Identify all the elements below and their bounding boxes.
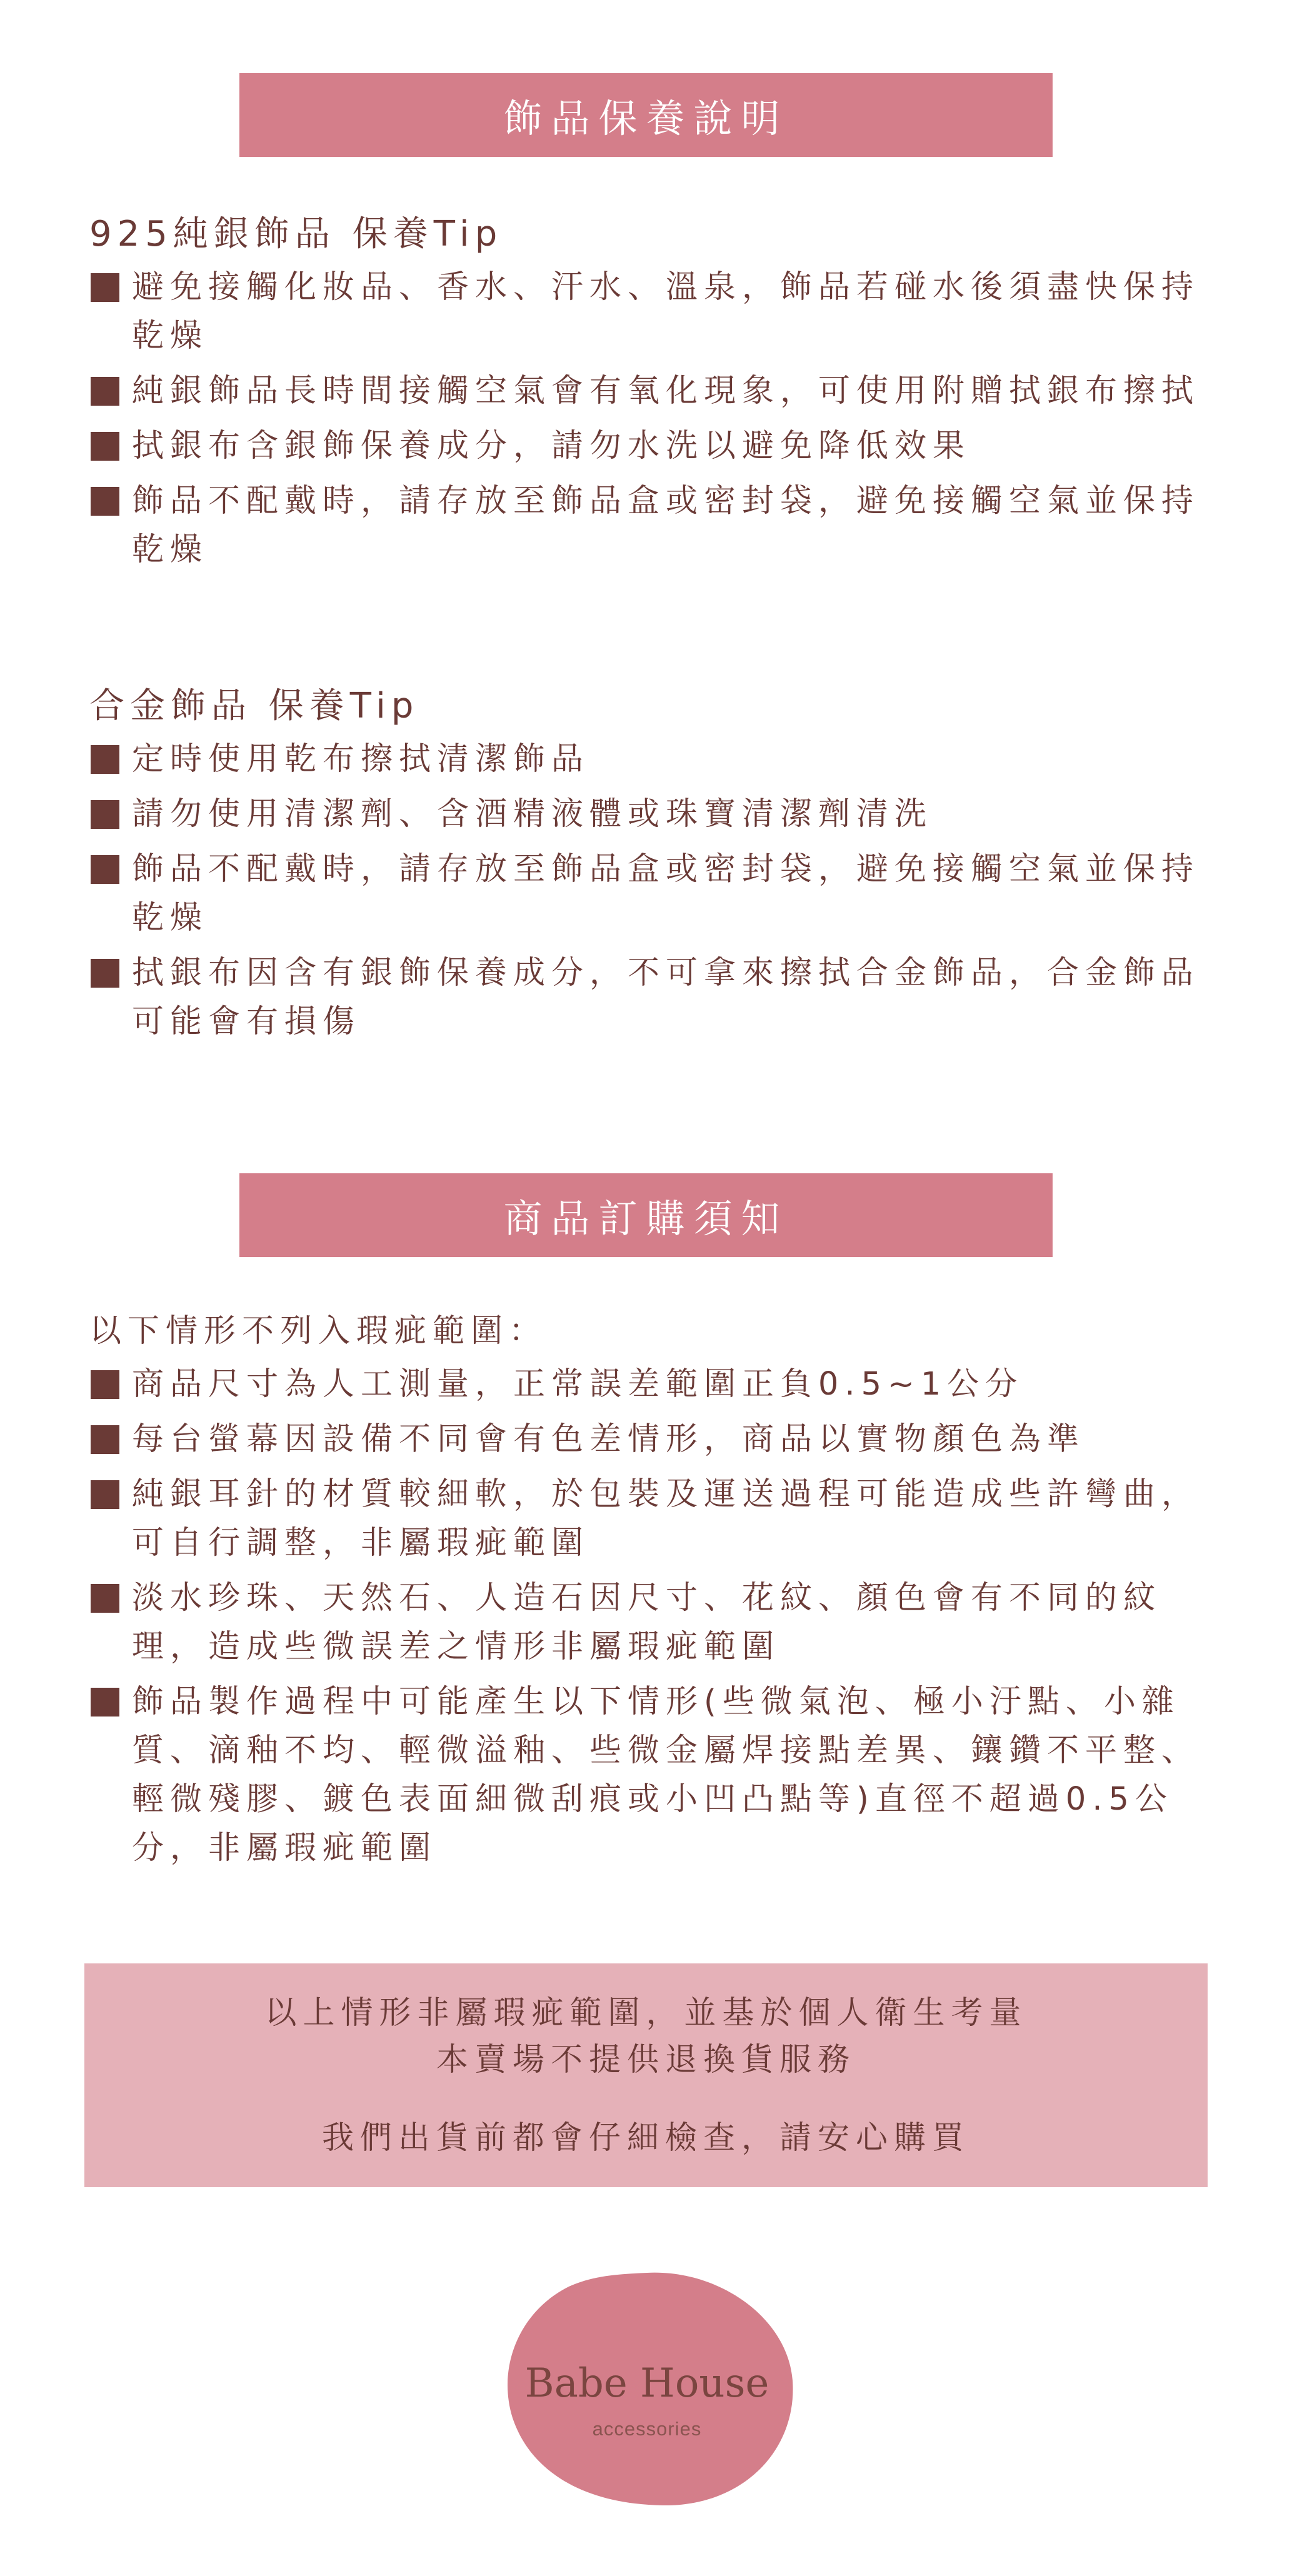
list-item-text: 純銀耳針的材質較細軟，於包裝及運送過程可能造成些許彎曲，可自行調整，非屬瑕疵範圍 [132,1476,1200,1561]
silver-care-list [89,263,1208,574]
list-item-text: 每台螢幕因設備不同會有色差情形，商品以實物顏色為準 [132,1421,1086,1458]
square-bullet-icon [91,487,119,516]
square-bullet-icon [91,1480,119,1509]
brand-logo [494,2268,800,2512]
order-notes-heading: 以下情形不列入瑕疵範圍： [89,1313,548,1350]
list-item-text: 避免接觸化妝品、香水、汗水、溫泉，飾品若碰水後須盡快保持乾燥 [132,269,1200,354]
list-item-text: 請勿使用清潔劑、含酒精液體或珠寶清潔劑清洗 [132,796,933,833]
care-banner-title: 飾品保養說明 [503,95,789,141]
square-bullet-icon [91,377,119,406]
silver-care-heading: 925純銀飾品 保養Tip [89,214,503,254]
list-item-text: 飾品製作過程中可能產生以下情形(些微氣泡、極小汙點、小雜質、滴釉不均、輕微溢釉、些微金屬焊接點差異、鑲鑽不平整、輕微殘膠、鍍色表面細微刮痕或小凹凸點等)直徑不超過0.5公分，非屬瑕疵範圍 [132,1683,1200,1867]
order-banner-title: 商品訂購須知 [503,1195,789,1241]
no-return-notice [84,1963,1208,2187]
list-item-text: 拭銀布因含有銀飾保養成分，不可拿來擦拭合金飾品，合金飾品可能會有損傷 [132,955,1200,1040]
list-item-text: 商品尺寸為人工測量，正常誤差範圍正負0.5~1公分 [132,1366,1024,1403]
list-item [89,949,1208,1046]
list-item [89,263,1208,361]
list-item [89,422,1208,471]
list-item [89,790,1208,839]
logo-brand-name: Babe House [524,2360,769,2407]
order-notes-section [89,1306,1208,1879]
list-item [89,845,1208,943]
list-item-text: 飾品不配戴時，請存放至飾品盒或密封袋，避免接觸空氣並保持乾燥 [132,483,1200,568]
list-item-text: 飾品不配戴時，請存放至飾品盒或密封袋，避免接觸空氣並保持乾燥 [132,851,1200,936]
alloy-care-heading: 合金飾品 保養Tip [89,686,419,726]
notice-line-2: 本賣場不提供退換貨服務 [436,2042,856,2078]
list-item [89,1470,1208,1568]
order-banner [239,1173,1053,1257]
notice-line-1: 以上情形非屬瑕疵範圍，並基於個人衛生考量 [264,1995,1028,2032]
notice-line-3: 我們出貨前都會仔細檢查，請安心購買 [321,2120,970,2157]
list-item [89,1678,1208,1873]
silver-care-section [89,209,1208,581]
list-item-text: 淡水珍珠、天然石、人造石因尺寸、花紋、顏色會有不同的紋理，造成些微誤差之情形非屬瑕疵範圍 [132,1580,1162,1665]
logo-subtitle: accessories [592,2418,702,2440]
list-item [89,735,1208,784]
square-bullet-icon [91,959,119,988]
list-item [89,1415,1208,1464]
list-item-text: 拭銀布含銀飾保養成分，請勿水洗以避免降低效果 [132,428,971,464]
order-notes-list [89,1360,1208,1873]
square-bullet-icon [91,273,119,302]
list-item-text: 純銀飾品長時間接觸空氣會有氧化現象，可使用附贈拭銀布擦拭 [132,373,1200,409]
square-bullet-icon [91,745,119,774]
list-item-text: 定時使用乾布擦拭清潔飾品 [132,741,590,778]
square-bullet-icon [91,1688,119,1716]
care-banner [239,73,1053,157]
square-bullet-icon [91,432,119,461]
list-item [89,477,1208,574]
square-bullet-icon [91,1370,119,1399]
list-item [89,1574,1208,1671]
list-item [89,1360,1208,1409]
square-bullet-icon [91,1425,119,1454]
alloy-care-section [89,681,1208,1053]
square-bullet-icon [91,1584,119,1613]
list-item [89,367,1208,416]
alloy-care-list [89,735,1208,1046]
square-bullet-icon [91,800,119,829]
square-bullet-icon [91,855,119,884]
